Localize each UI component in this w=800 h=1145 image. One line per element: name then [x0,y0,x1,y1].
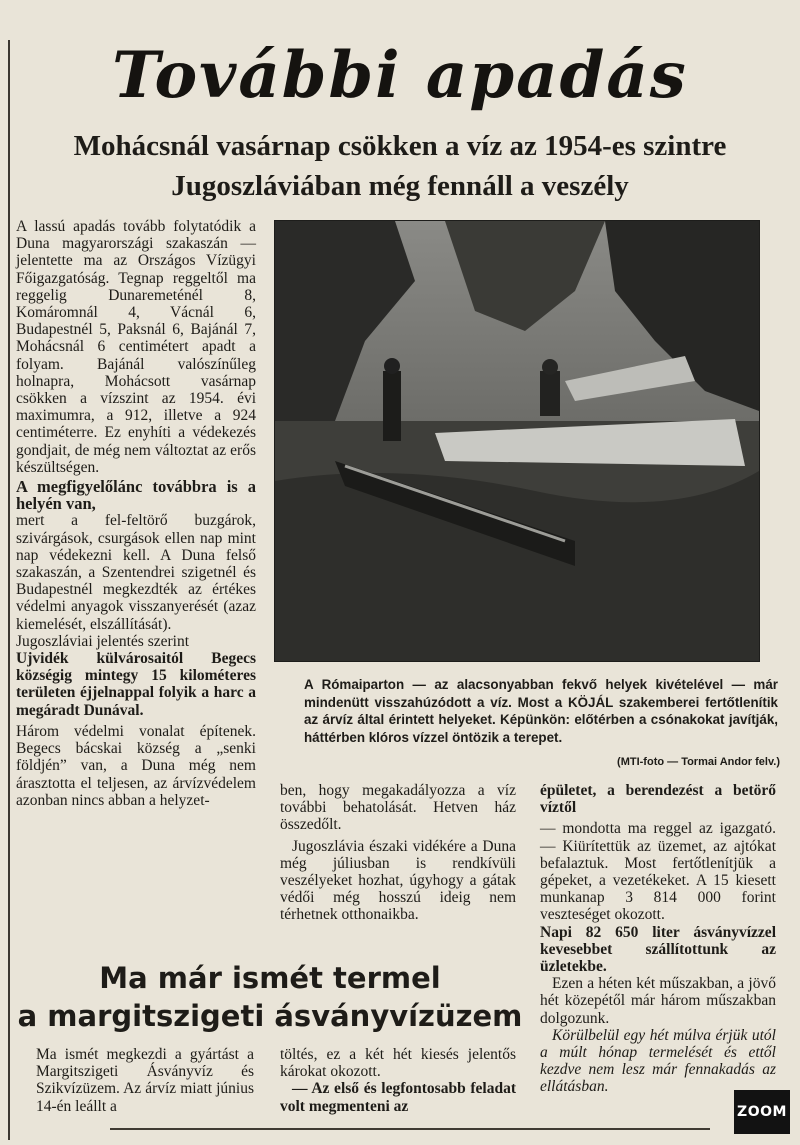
article2-headline-1: Ma már ismét termel [99,961,441,995]
article2-column-1 [36,1046,254,1115]
paragraph: mert a fel-feltörő buzgárok, szivárgások, csurgások ellen nap mint nap védekezni kell. A Duna felső szakaszán, a Szentendrei szigetnél és Budapestnél megkezdték az értékes védelmi anyagok visszanyerését (azaz kiemelését, elszállítását). [16,512,256,633]
paragraph: Három védelmi vonalat építenek. Begecs bácskai község a „senki földjén” van, a Duna még nem árasztotta el teljesen, az árvízvédelem azonban nincs abban a helyzet- [16,722,256,809]
paragraph: — mondotta ma reggel az igazgató. — Kiürítettük az üzemet, az ajtókat befalaztuk. Most fertőtlenítjük a gépeket, a vezetékeket. A 15 kiesett munkanap 3 814 000 forint veszteséget okozott. [540,820,776,924]
subheadline-2: Jugoszláviában még fennáll a veszély [171,170,629,202]
paragraph: ben, hogy megakadályozza a víz további behatolását. Hetven ház összedőlt. [280,782,516,834]
subheadline-1: Mohácsnál vasárnap csökken a víz az 1954-es szintre [73,130,727,162]
paragraph: Jugoszláviai jelentés szerint [16,632,190,650]
bottom-rule [110,1128,710,1130]
paragraph-italic: Körülbelül egy hét múlva érjük utól a múlt hónap termelését és ettől kezdve nem lesz már fennakadás az ellátásban. [540,1026,776,1096]
photo-caption: A Rómaiparton — az alacsonyabban fekvő helyek kivételével — már mindenütt visszahúzódott a víz. Most a KÖJÁL szakemberei fertőtlenítik az árvíz által érintett helyeket. Képünkön: előtérben a csónakokat javítják, háttérben klóros vízzel öntözik a terepet. [304,677,778,745]
paragraph: A lassú apadás tovább folytatódik a Duna magyarországi szakaszán — jelentette ma az Országos Vízügyi Főigazgatóság. Tegnap reggeltől ma reggelig Dunaremeténél 8, Komáromnál 4, Vácnál 6, Budapestnél 5, Paksnál 6, Bajánál 7, Mohácsnál 6 centimétert apadt a folyam. Bajánál valószínűleg holnapra, Mohácsott vasárnap csökken a vízszint az 1954. évi maximumra, a 912, illetve a 924 centiméterre. Ez enyhíti a védekezés gondjait, de még nem változtat az erős készültségen. [16,218,256,476]
paragraph: Jugoszlávia északi vidékére a Duna még júliusban is rendkívüli veszélyeket hozhat, úgyhogy a gátak védői még hosszú ideig nem térhetnek otthonaikba. [280,837,516,924]
paragraph-bold: Napi 82 650 liter ásványvízzel kevesebbet szállítottunk az üzletekbe. [540,923,776,976]
paragraph-bold: Ujvidék külvárosaitól Begecs községig mintegy 15 kilométeres területen éjjelnappal folyik a harc a megáradt Dunával. [16,650,256,719]
paragraph: Ma ismét megkezdi a gyártást a Margitszigeti Ásványvíz és Szikvízüzem. Az árvíz miatt június 14-én leállt a [36,1046,254,1115]
paragraph: töltés, ez a két hét kiesés jelentős károkat okozott. [280,1046,516,1081]
paragraph-bold: — Az első és legfontosabb feladat volt megmenteni az [280,1080,516,1115]
article-column-3 [540,782,776,1096]
paragraph-bold: épületet, a berendezést a betörő víztől [540,782,776,817]
zoom-logo: ZOOM [734,1090,790,1134]
headline: További apadás [112,38,688,113]
photo-credit: (MTI-foto — Tormai Andor felv.) [617,756,780,768]
article2-column-2 [280,1046,516,1115]
article-column-2 [280,782,516,924]
article-column-1 [16,218,256,809]
subhead: A megfigyelőlánc továbbra is a helyén van, [16,477,256,514]
photo-boats-image [275,221,759,661]
paragraph: Ezen a héten két műszakban, a jövő hét közepétől már három műszakban dolgozunk. [540,975,776,1027]
news-photo [274,220,760,662]
article2-headline-2: a margitszigeti ásványvízüzem [17,999,523,1033]
